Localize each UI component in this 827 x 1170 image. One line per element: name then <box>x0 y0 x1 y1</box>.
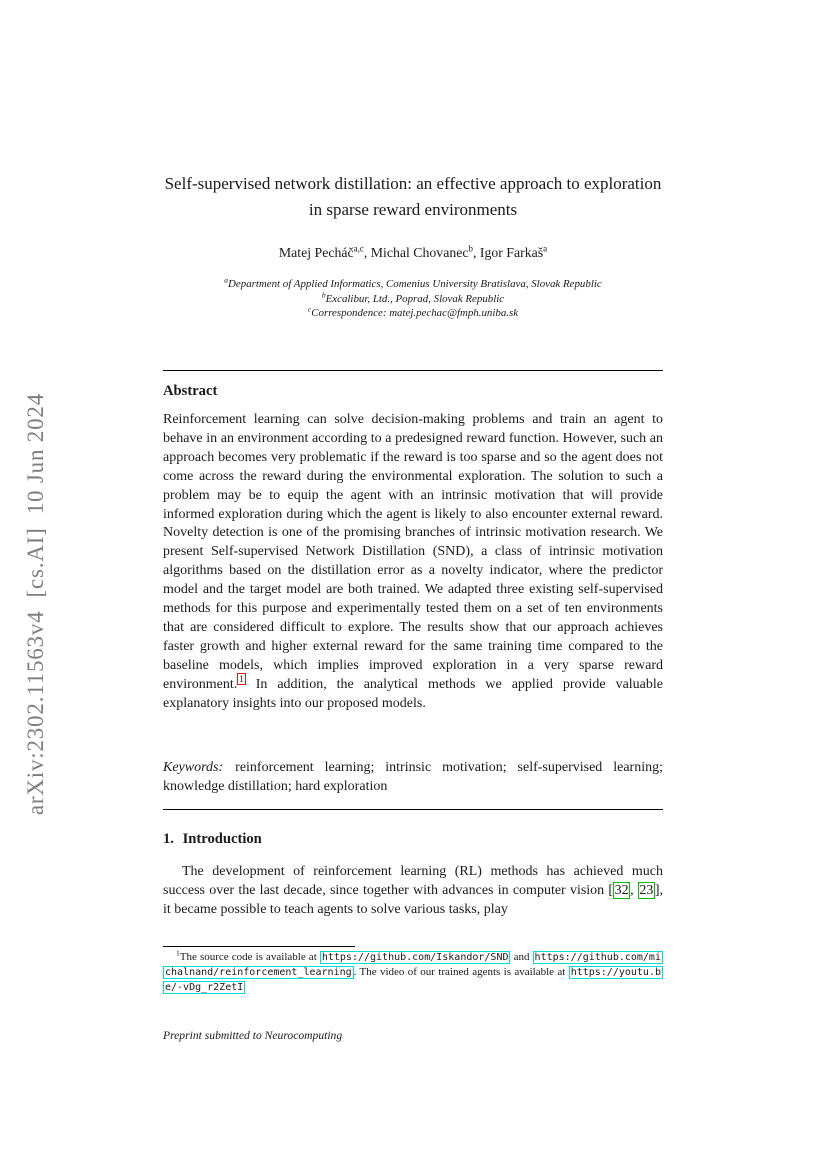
paper-title: Self-supervised network distillation: an effective approach to exploration in sparse reward environments <box>164 174 662 219</box>
author-separator: , <box>363 245 371 260</box>
affiliation-line <box>163 306 663 321</box>
abstract-heading: Abstract <box>163 383 218 399</box>
keywords-text: reinforcement learning; intrinsic motivation; self-supervised learning; knowledge distillation; hard exploration <box>163 760 663 794</box>
url-link-rl-repo[interactable]: https://github.com/michalnand/reinforcement_learning <box>165 952 661 979</box>
footnote-block <box>163 946 663 996</box>
citation-separator: , <box>630 883 638 898</box>
citation-bracket-close: ] <box>654 883 660 898</box>
citation-link-23[interactable]: 23 <box>639 883 654 898</box>
author-line <box>163 245 663 261</box>
footnote-ref-link[interactable]: 1 <box>239 674 244 685</box>
arxiv-id-label: arXiv:2302.11563v4 [cs.AI] 10 Jun 2024 <box>23 392 48 816</box>
author-name-2: Michal Chovanec <box>370 245 469 260</box>
affiliation-sup: a <box>224 275 229 285</box>
author-3-affil-sup: a <box>543 243 548 254</box>
affiliation-sup: c <box>307 304 312 314</box>
url-link-snd-repo[interactable]: https://github.com/Iskandor/SND <box>321 952 509 963</box>
introduction-paragraph <box>163 862 663 919</box>
footnote-marker: 1 <box>176 948 180 958</box>
affiliation-line <box>163 289 663 307</box>
keywords-label: Keywords: <box>163 760 224 775</box>
url-link-youtube-video[interactable]: https://youtu.be/-vDg_r2ZetI <box>165 967 661 994</box>
affiliations <box>163 277 663 321</box>
abstract-text-after-footnote: In addition, the analytical methods we applied provide valuable explanatory insights into our proposed models. <box>163 676 663 711</box>
affiliation-sup: b <box>321 289 326 299</box>
author-name-3: Igor Farkaš <box>479 245 544 260</box>
affiliation-text: Department of Applied Informatics, Comenius University Bratislava, Slovak Republic <box>228 278 602 290</box>
abstract-text <box>163 411 663 714</box>
keywords-line <box>163 759 663 797</box>
author-2-affil-sup: b <box>468 243 473 254</box>
footnote-text-2: and <box>510 951 533 963</box>
author-separator: , <box>472 245 480 260</box>
affiliation-line <box>163 277 663 292</box>
correspondence-email: Correspondence: matej.pechac@fmph.uniba.sk <box>311 307 519 320</box>
abstract-bottom-rule <box>163 809 663 810</box>
affiliation-text: Excalibur, Ltd., Poprad, Slovak Republic <box>325 292 505 305</box>
author-name-1: Matej Pecháč <box>278 245 354 260</box>
footnote-rule <box>163 946 355 947</box>
section-heading-introduction: 1. Introduction <box>163 831 262 847</box>
footnote-text-1: The source code is available at <box>179 951 320 963</box>
footnote-text <box>163 950 663 996</box>
citation-bracket-open: [ <box>608 883 614 898</box>
author-1-affil-sup: a,c <box>353 243 364 254</box>
journal-footer: Preprint submitted to Neurocomputing <box>163 1029 343 1042</box>
citation-link-32[interactable]: 32 <box>614 883 629 898</box>
intro-text-after-citations: , it became possible to teach agents to solve various tasks, play <box>163 883 664 917</box>
arxiv-watermark <box>14 328 58 880</box>
abstract-top-rule <box>163 370 663 371</box>
paper-content <box>163 0 663 1170</box>
footnote-text-3: . The video of our trained agents is available at <box>353 966 569 979</box>
intro-text-before-citations: The development of reinforcement learning (RL) methods has achieved much success over the last decade, since together with advances in computer vision <box>163 864 663 898</box>
abstract-text-before-footnote: Reinforcement learning can solve decision-making problems and train an agent to behave in an environment according to a predesigned reward function. However, such an approach becomes very problematic if the reward is too sparse and so the agent does not come across the reward during the environmental exploration. The solution to such a problem may be to equip the agent with an intrinsic motivation that will provide informed exploration during which the agent is likely to also encounter external reward. Novelty detection is one of the promising branches of intrinsic motivation research. We present Self-supervised Network Distillation (SND), a class of intrinsic motivation algorithms based on the distillation error as a novelty indicator, where the predictor model and the target model are both trained. We adapted three existing self-supervised methods for this purpose and experimentally tested them on a set of ten environments that are considered difficult to explore. The results show that our approach achieves faster growth and higher external reward for the same training time compared to the baseline models, which implies improved exploration in a very sparse reward environment. <box>163 412 663 692</box>
